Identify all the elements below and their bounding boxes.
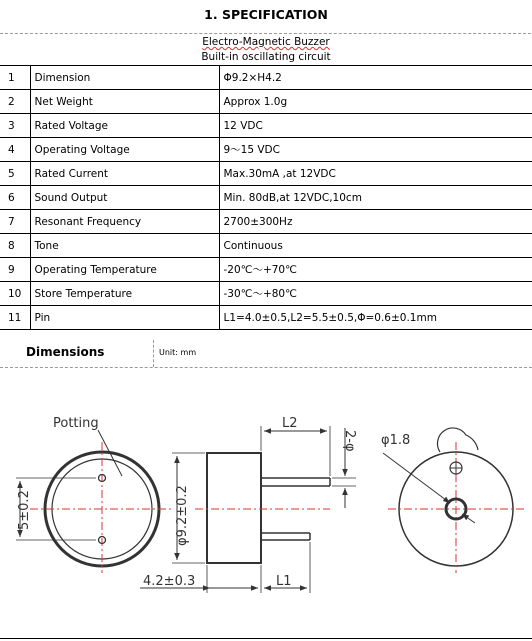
diameter-label: φ9.2±0.2 bbox=[175, 485, 190, 546]
dimension-drawing bbox=[0, 368, 532, 641]
rear-outline-tab bbox=[437, 428, 478, 452]
spec-label: Store Temperature bbox=[30, 282, 219, 306]
spec-label: Net Weight bbox=[30, 90, 219, 114]
spec-row bbox=[0, 258, 532, 282]
spec-value: 2700±300Hz bbox=[219, 210, 532, 234]
hole-leader-end bbox=[462, 514, 475, 523]
dimensions-divider bbox=[153, 340, 154, 367]
l2-label: L2 bbox=[282, 416, 298, 431]
l1-label: L1 bbox=[276, 574, 292, 589]
spec-table bbox=[0, 65, 532, 330]
spec-label: Operating Voltage bbox=[30, 138, 219, 162]
title-row bbox=[0, 0, 531, 34]
spec-label: Rated Current bbox=[30, 162, 219, 186]
bottom-border bbox=[0, 638, 532, 639]
spec-value: Min. 80dB,at 12VDC,10cm bbox=[219, 186, 532, 210]
spec-value: Φ9.2×H4.2 bbox=[219, 66, 532, 90]
product-description bbox=[0, 34, 531, 66]
spec-row bbox=[0, 282, 532, 306]
product-name: Electro-Magnetic Buzzer bbox=[202, 36, 330, 48]
spec-label: Rated Voltage bbox=[30, 114, 219, 138]
rear-view bbox=[381, 428, 524, 573]
subtitle-line-1 bbox=[0, 36, 532, 48]
spec-num: 7 bbox=[0, 210, 30, 234]
spec-num: 4 bbox=[0, 138, 30, 162]
hole-leader bbox=[383, 453, 450, 503]
spec-num: 2 bbox=[0, 90, 30, 114]
pin-spacing-label: 5±0.2 bbox=[17, 490, 32, 530]
spec-label: Tone bbox=[30, 234, 219, 258]
spec-label: Sound Output bbox=[30, 186, 219, 210]
spec-num: 3 bbox=[0, 114, 30, 138]
spec-label: Resonant Frequency bbox=[30, 210, 219, 234]
spec-row bbox=[0, 234, 532, 258]
spec-label: Operating Temperature bbox=[30, 258, 219, 282]
spec-num: 5 bbox=[0, 162, 30, 186]
spec-row bbox=[0, 66, 532, 90]
buzzer-body bbox=[207, 453, 261, 563]
spec-value: 12 VDC bbox=[219, 114, 532, 138]
spec-row bbox=[0, 210, 532, 234]
spec-num: 6 bbox=[0, 186, 30, 210]
spec-row bbox=[0, 186, 532, 210]
spec-value: 9～15 VDC bbox=[219, 138, 532, 162]
front-view bbox=[16, 416, 172, 573]
spec-value: -30℃～+80℃ bbox=[219, 282, 532, 306]
side-view bbox=[140, 416, 357, 593]
spec-value: L1=4.0±0.5,L2=5.5±0.5,Φ=0.6±0.1mm bbox=[219, 306, 532, 330]
page-title: 1. SPECIFICATION bbox=[204, 7, 328, 22]
spec-num: 10 bbox=[0, 282, 30, 306]
spec-value: Approx 1.0g bbox=[219, 90, 532, 114]
spec-value: Max.30mA ,at 12VDC bbox=[219, 162, 532, 186]
spec-row bbox=[0, 306, 532, 330]
spec-num: 11 bbox=[0, 306, 30, 330]
spec-row bbox=[0, 90, 532, 114]
spec-num: 1 bbox=[0, 66, 30, 90]
dimensions-title: Dimensions bbox=[26, 345, 105, 359]
hole-diameter-label: φ1.8 bbox=[381, 433, 411, 448]
spec-row bbox=[0, 114, 532, 138]
dimensions-header bbox=[0, 340, 532, 368]
height-label: 4.2±0.3 bbox=[143, 574, 196, 589]
spec-row bbox=[0, 162, 532, 186]
spec-num: 8 bbox=[0, 234, 30, 258]
spec-value: -20℃～+70℃ bbox=[219, 258, 532, 282]
potting-label: Potting bbox=[53, 416, 99, 431]
subtitle-line-2: Built-in oscillating circuit bbox=[201, 51, 331, 63]
spec-value: Continuous bbox=[219, 234, 532, 258]
spec-num: 9 bbox=[0, 258, 30, 282]
spec-row bbox=[0, 138, 532, 162]
spec-label: Dimension bbox=[30, 66, 219, 90]
unit-label: Unit: mm bbox=[159, 348, 197, 357]
spec-label: Pin bbox=[30, 306, 219, 330]
pin-diameter-label: 2-φ bbox=[342, 430, 357, 452]
